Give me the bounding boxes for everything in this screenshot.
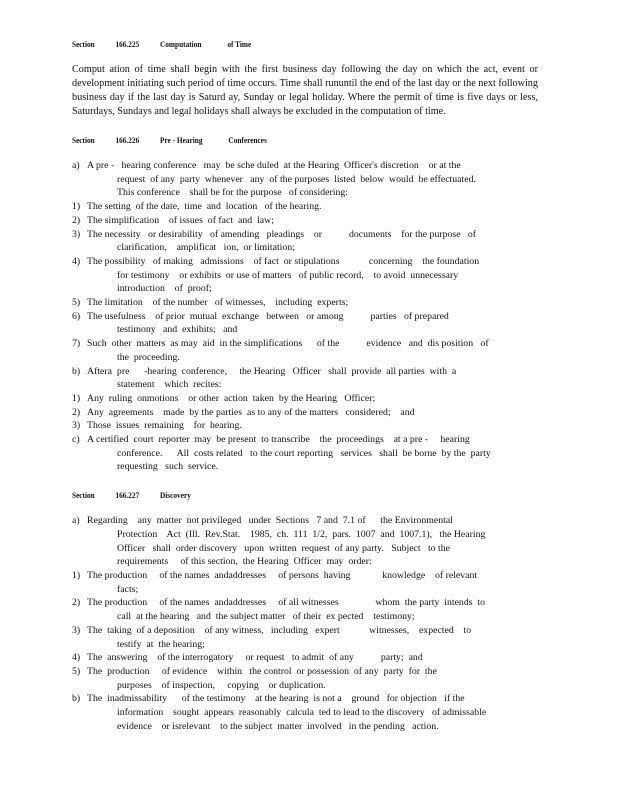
list-item (72, 214, 538, 228)
list-item-label: 1) (72, 569, 81, 581)
list-item-label: a) (72, 515, 80, 527)
section-heading (72, 489, 473, 501)
list-item-line: call at the hearing and the subject matter of their ex pected testimony; (117, 611, 415, 623)
list-item-line: requesting such service. (117, 461, 219, 473)
section-number: 166.227 (115, 490, 140, 501)
list-item-line: The usefulness of prior mutual exchange between or among parties of prepared (87, 310, 449, 322)
list-item-label: c) (72, 434, 80, 446)
list-item (72, 255, 538, 296)
list-item-line: The setting of the date, time and location of the hearing. (87, 201, 322, 213)
list-item-line: The production of the names andaddresses of all witnesses whom the party intends to (87, 597, 486, 609)
list-item-label: a) (72, 160, 80, 171)
list-item (72, 296, 538, 310)
list-item-line: The inadmissability of the testimony at the hearing is not a ground for objection if the (87, 693, 465, 705)
list-item-label: 3) (72, 624, 81, 636)
list-item-line: Any ruling onmotions or other action taken by the Hearing Officer; (87, 392, 376, 404)
section-heading (72, 38, 473, 50)
list-item-line: The production of the names andaddresses of persons having knowledge of relevant (87, 569, 478, 581)
section-title-suffix: Conferences (228, 135, 267, 145)
section-label: Section (72, 39, 95, 49)
list-item-line: introduction of proof; (117, 283, 212, 295)
list-item-label: 5) (72, 297, 81, 309)
list-item (72, 310, 538, 337)
list-item-line: the proceeding. (117, 351, 180, 363)
list-item-label: 6) (72, 310, 81, 322)
section-number: 166.225 (115, 39, 140, 49)
list-item-label: b) (72, 693, 81, 705)
list-item (72, 569, 538, 596)
list-item (72, 200, 538, 214)
list-item-line: request of any party whenever any of the purposes listed below would be effectuated. (117, 173, 476, 185)
list-item-label: 2) (72, 406, 81, 418)
list-item-line: information sought appears reasonably calcula ted to lead to the discovery of admissable (117, 707, 487, 719)
list-item (72, 651, 538, 665)
list-item-line: The answering of the interrogatory or request to admit of any party; and (87, 652, 423, 664)
section-label: Section (72, 490, 95, 501)
list-item-label: 3) (72, 228, 81, 240)
list-item (72, 392, 538, 406)
section-list (72, 514, 538, 733)
list-item-label: 3) (72, 420, 81, 432)
list-item (72, 433, 538, 474)
section-body: Comput ation of time shall begin with the first business day following the day on which the act, event or development initiating such period of time occurs. Time shall rununtil the end of the last day or the next following business day if the last day is Saturd ay, Sunday or legal holiday. Where the permit of time is five days or less, Saturdays, Sundays and legal holidays shall always be excluded in the computation of time. (72, 64, 538, 117)
list-item (72, 228, 538, 255)
list-item-label: 4) (72, 255, 81, 267)
section-title-suffix: of Time (227, 39, 252, 49)
list-item-line: statement which recites: (117, 379, 222, 391)
list-item (72, 337, 538, 364)
list-item-line: Such other matters as may aid in the simplifications of the evidence and dis position of (87, 338, 489, 350)
list-item-line: The taking of a deposition of any witness, including expert witnesses, expected to (87, 624, 472, 636)
list-item-line: Those issues remaining for hearing. (87, 420, 242, 432)
list-item-line: for testimony or exhibits or use of matters of public record, to avoid unnecessary (117, 269, 459, 281)
document-page (72, 38, 538, 733)
list-item-line: Protection Act (Ill. Rev.Stat. 1985, ch. 111 1/2, pars. 1007 and 1007.1), the Hearing (117, 528, 486, 540)
list-item-line: facts; (117, 583, 139, 595)
list-item-line: purposes of inspection, copying or duplication. (117, 679, 326, 691)
list-item-line: requirements of this section, the Hearing Officer may order: (117, 556, 372, 568)
list-item-label: 2) (72, 214, 81, 226)
section-title: Pre - Hearing (160, 135, 203, 145)
list-item-line: The simplification of issues of fact and law; (87, 214, 274, 226)
list-item (72, 159, 538, 200)
list-item (72, 596, 538, 623)
list-item-line: testimony and exhibits; and (117, 324, 238, 336)
list-item-line: A certified court reporter may be present to transcribe the proceedings at a pre - hearing (87, 434, 470, 446)
list-item-label: 7) (72, 338, 81, 350)
list-item (72, 624, 538, 651)
list-item-label: 5) (72, 665, 81, 677)
section-number: 166.226 (115, 135, 140, 145)
list-item (72, 665, 538, 692)
list-item (72, 419, 538, 433)
list-item-line: A pre - hearing conference may be sche duled at the Hearing Officer's discretion or at the (87, 160, 461, 171)
list-item-line: The production of evidence within the control or possession of any party for the (87, 665, 437, 677)
section-title: Computation (160, 39, 202, 49)
list-item-line: Officer shall order discovery upon written request of any party. Subject to the (117, 542, 451, 554)
list-item (72, 365, 538, 392)
section-label: Section (72, 135, 95, 145)
list-item-line: Aftera pre -hearing conference, the Hearing Officer shall provide all parties with a (87, 365, 457, 377)
list-item (72, 406, 538, 420)
list-item-label: 4) (72, 652, 81, 664)
list-item-line: Any agreements made by the parties as to any of the matters considered; and (87, 406, 415, 418)
list-item-label: 1) (72, 392, 81, 404)
list-item (72, 692, 538, 733)
list-item-line: The limitation of the number of witnesses, including experts; (87, 297, 349, 309)
list-item-label: b) (72, 365, 81, 377)
list-item-line: Regarding any matter not privileged under Sections 7 and 7.1 of the Environmental (87, 515, 453, 527)
list-item-line: clarification, amplificat ion, or limitation; (117, 242, 295, 254)
list-item (72, 514, 538, 569)
list-item-label: 2) (72, 597, 81, 609)
list-item-line: conference. All costs related to the court reporting services shall be borne by the party (117, 447, 491, 459)
section-title: Discovery (160, 490, 191, 501)
section-heading (72, 134, 473, 146)
list-item-line: evidence or isrelevant to the subject matter involved in the pending action. (117, 720, 439, 732)
section-list (72, 159, 538, 474)
list-item-line: testify at the hearing; (117, 638, 205, 650)
list-item-line: The necessity or desirability of amending pleadings or documents for the purpose of (87, 228, 477, 240)
list-item-label: 1) (72, 201, 81, 213)
list-item-line: This conference shall be for the purpose of considering: (117, 187, 348, 199)
list-item-line: The possibility of making admissions of fact or stipulations concerning the foundation (87, 255, 480, 267)
